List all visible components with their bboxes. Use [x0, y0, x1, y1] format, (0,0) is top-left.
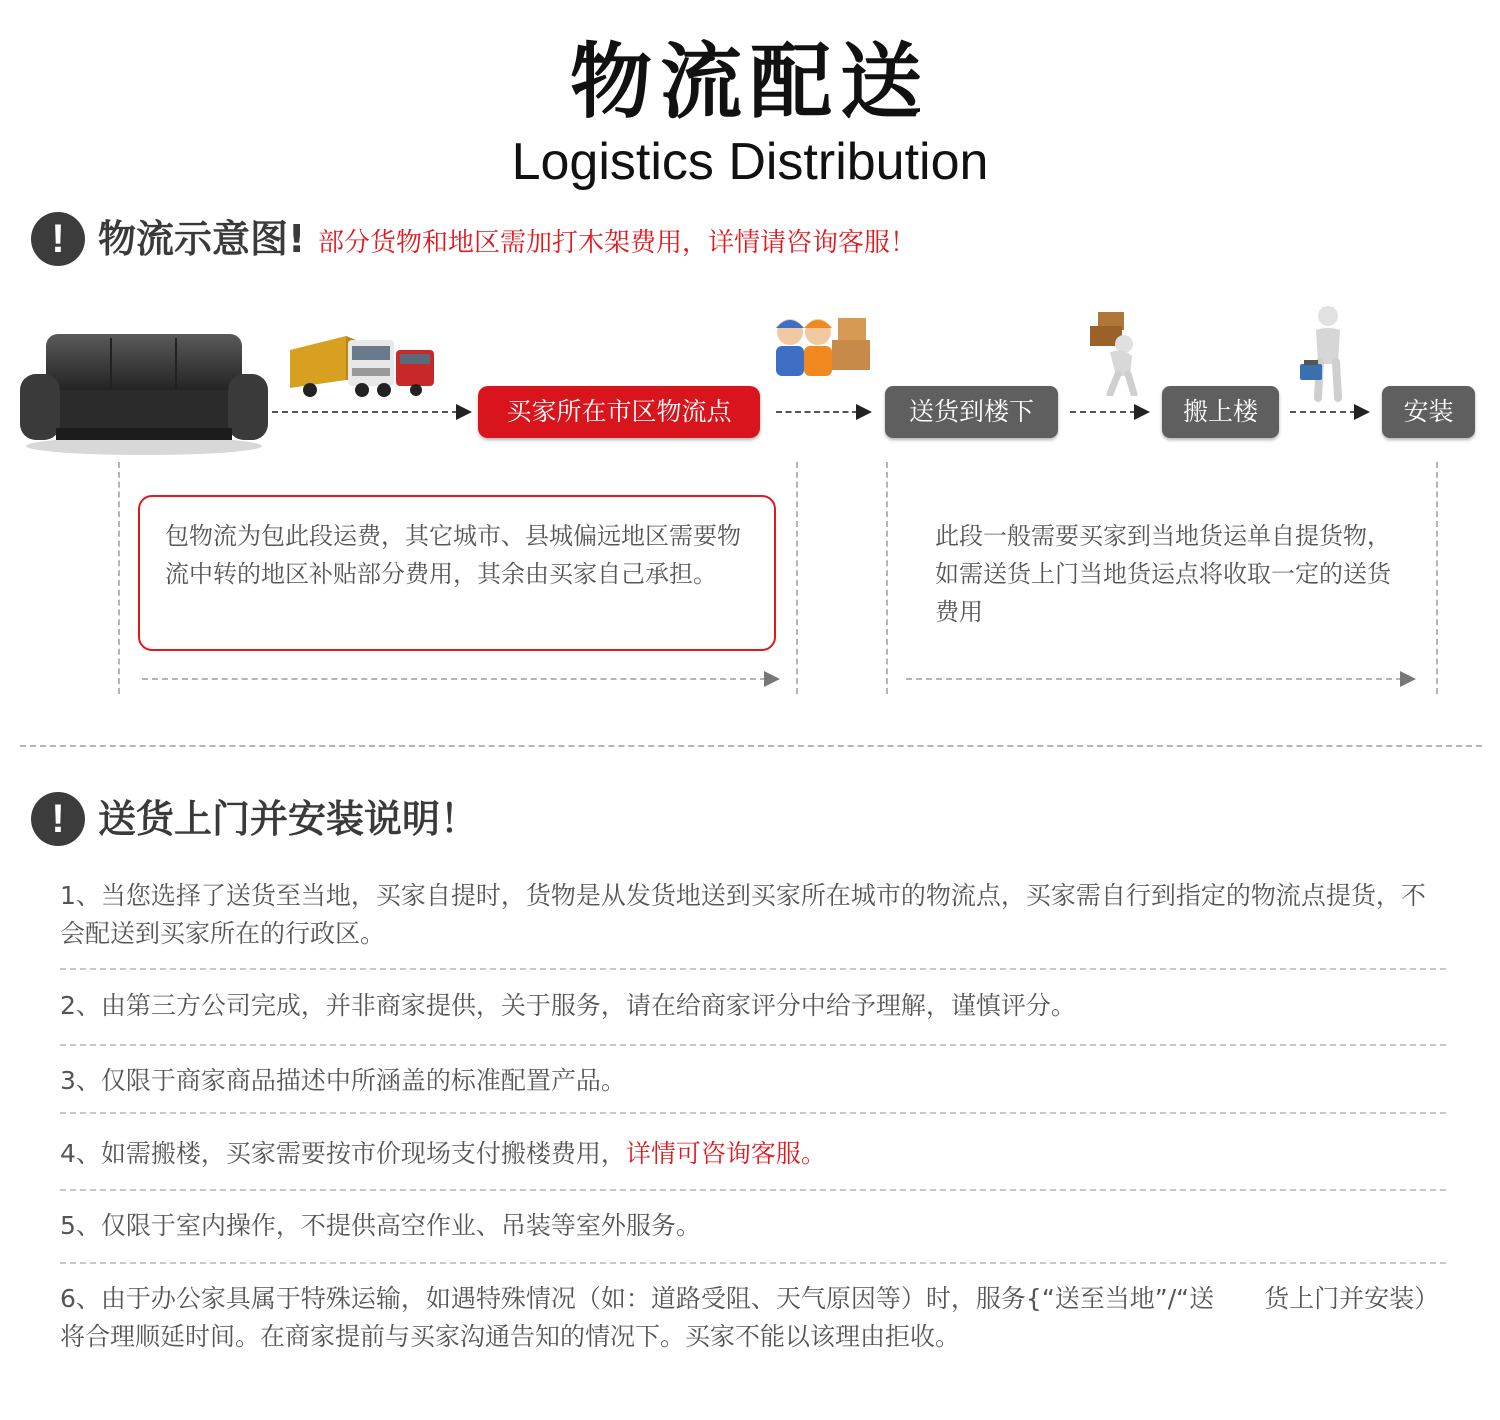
- list-item-text: 6、由于办公家具属于特殊运输，如遇特殊情况（如：道路受阻、天气原因等）时，服务{“送至当地”/“送 货上门并安装）将合理顺延时间。在商家提前与买家沟通告知的情况下。买家不能以该理由拒收。: [60, 1284, 1440, 1351]
- span-arrow-left: [142, 678, 766, 680]
- guide-line: [118, 462, 120, 694]
- list-item: [60, 877, 1450, 953]
- list-item-text: 3、仅限于商家商品描述中所涵盖的标准配置产品。: [60, 1066, 626, 1095]
- page-subtitle: Logistics Distribution: [511, 133, 989, 191]
- carrying-boxes-icon: [1080, 310, 1150, 396]
- arrow-right-icon: [1134, 404, 1150, 420]
- list-item: [60, 1062, 1450, 1100]
- arrow-right-icon: [764, 671, 780, 687]
- installer-image: [1298, 304, 1354, 402]
- flow-arrow-3: [1070, 411, 1136, 413]
- step-deliver-downstairs: 送货到楼下: [885, 386, 1058, 438]
- installer-with-toolbox-icon: [1298, 304, 1354, 402]
- section-divider: [20, 745, 1482, 747]
- step-install: 安装: [1382, 386, 1475, 438]
- flow-arrow-4: [1290, 411, 1356, 413]
- desc-right-text: 此段一般需要买家到当地货运单自提货物，如需送货上门当地货运点将收取一定的送货费用: [935, 522, 1391, 626]
- exclamation-icon: !: [31, 792, 85, 846]
- flow-arrow-2: [776, 411, 858, 413]
- list-item: [60, 987, 1450, 1025]
- install-section-title: 送货上门并安装说明！: [98, 797, 479, 841]
- flow-section-note: 部分货物和地区需加打木架费用，详情请咨询客服！: [318, 228, 917, 258]
- workers-icon: [766, 310, 874, 380]
- list-item: [60, 1280, 1450, 1356]
- span-arrow-right: [906, 678, 1402, 680]
- item-separator: [60, 1112, 1446, 1114]
- step-carry-upstairs: 搬上楼: [1162, 386, 1279, 438]
- list-item: [60, 1207, 1450, 1245]
- item-separator: [60, 1189, 1446, 1191]
- guide-line: [886, 462, 888, 694]
- guide-line: [1436, 462, 1438, 694]
- guide-line: [796, 462, 798, 694]
- flow-section-title: 物流示意图!: [98, 217, 306, 261]
- list-item-text: 2、由第三方公司完成，并非商家提供，关于服务，请在给商家评分中给予理解，谨慎评分。: [60, 991, 1076, 1020]
- arrow-right-icon: [1354, 404, 1370, 420]
- step-local-logistics-point: 买家所在市区物流点: [478, 386, 760, 438]
- exclamation-icon: !: [31, 212, 85, 266]
- sofa-icon: [16, 328, 272, 458]
- arrow-right-icon: [456, 404, 472, 420]
- arrow-right-icon: [856, 404, 872, 420]
- list-item-text: 4、如需搬楼，买家需要按市价现场支付搬楼费用，: [60, 1139, 626, 1168]
- truck-image: [286, 322, 438, 400]
- contact-service-highlight: 详情可咨询客服。: [625, 1139, 826, 1168]
- truck-icon: [286, 322, 438, 400]
- arrow-right-icon: [1400, 671, 1416, 687]
- sofa-image: [16, 328, 272, 458]
- list-item: [60, 1135, 1450, 1173]
- list-item-text: 1、当您选择了送货至当地，买家自提时，货物是从发货地送到买家所在城市的物流点，买家需自行到指定的物流点提货，不会配送到买家所在的行政区。: [60, 881, 1426, 948]
- workers-image: [766, 310, 874, 380]
- carrier-image: [1080, 310, 1150, 396]
- item-separator: [60, 968, 1446, 970]
- page-title: 物流配送: [569, 35, 930, 130]
- item-separator: [60, 1044, 1446, 1046]
- flow-arrow-1: [272, 411, 458, 413]
- list-item-text: 5、仅限于室内操作，不提供高空作业、吊装等室外服务。: [60, 1211, 701, 1240]
- item-separator: [60, 1262, 1446, 1264]
- desc-left-text: 包物流为包此段运费，其它城市、县城偏远地区需要物流中转的地区补贴部分费用，其余由买家自己承担。: [165, 522, 741, 588]
